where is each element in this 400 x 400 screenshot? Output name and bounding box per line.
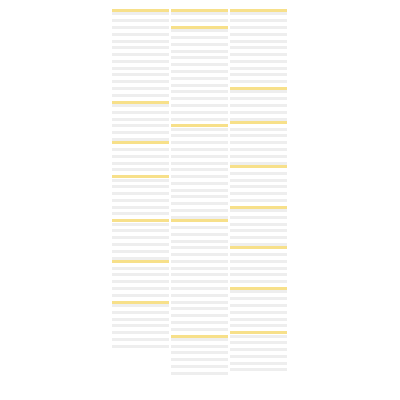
column-2 xyxy=(171,9,228,399)
list-item xyxy=(230,368,287,371)
document-title xyxy=(112,2,288,8)
column-1 xyxy=(112,9,169,399)
list-item xyxy=(112,348,169,351)
list-item xyxy=(171,375,228,378)
column-3 xyxy=(230,9,287,399)
document-sheet xyxy=(112,0,288,400)
